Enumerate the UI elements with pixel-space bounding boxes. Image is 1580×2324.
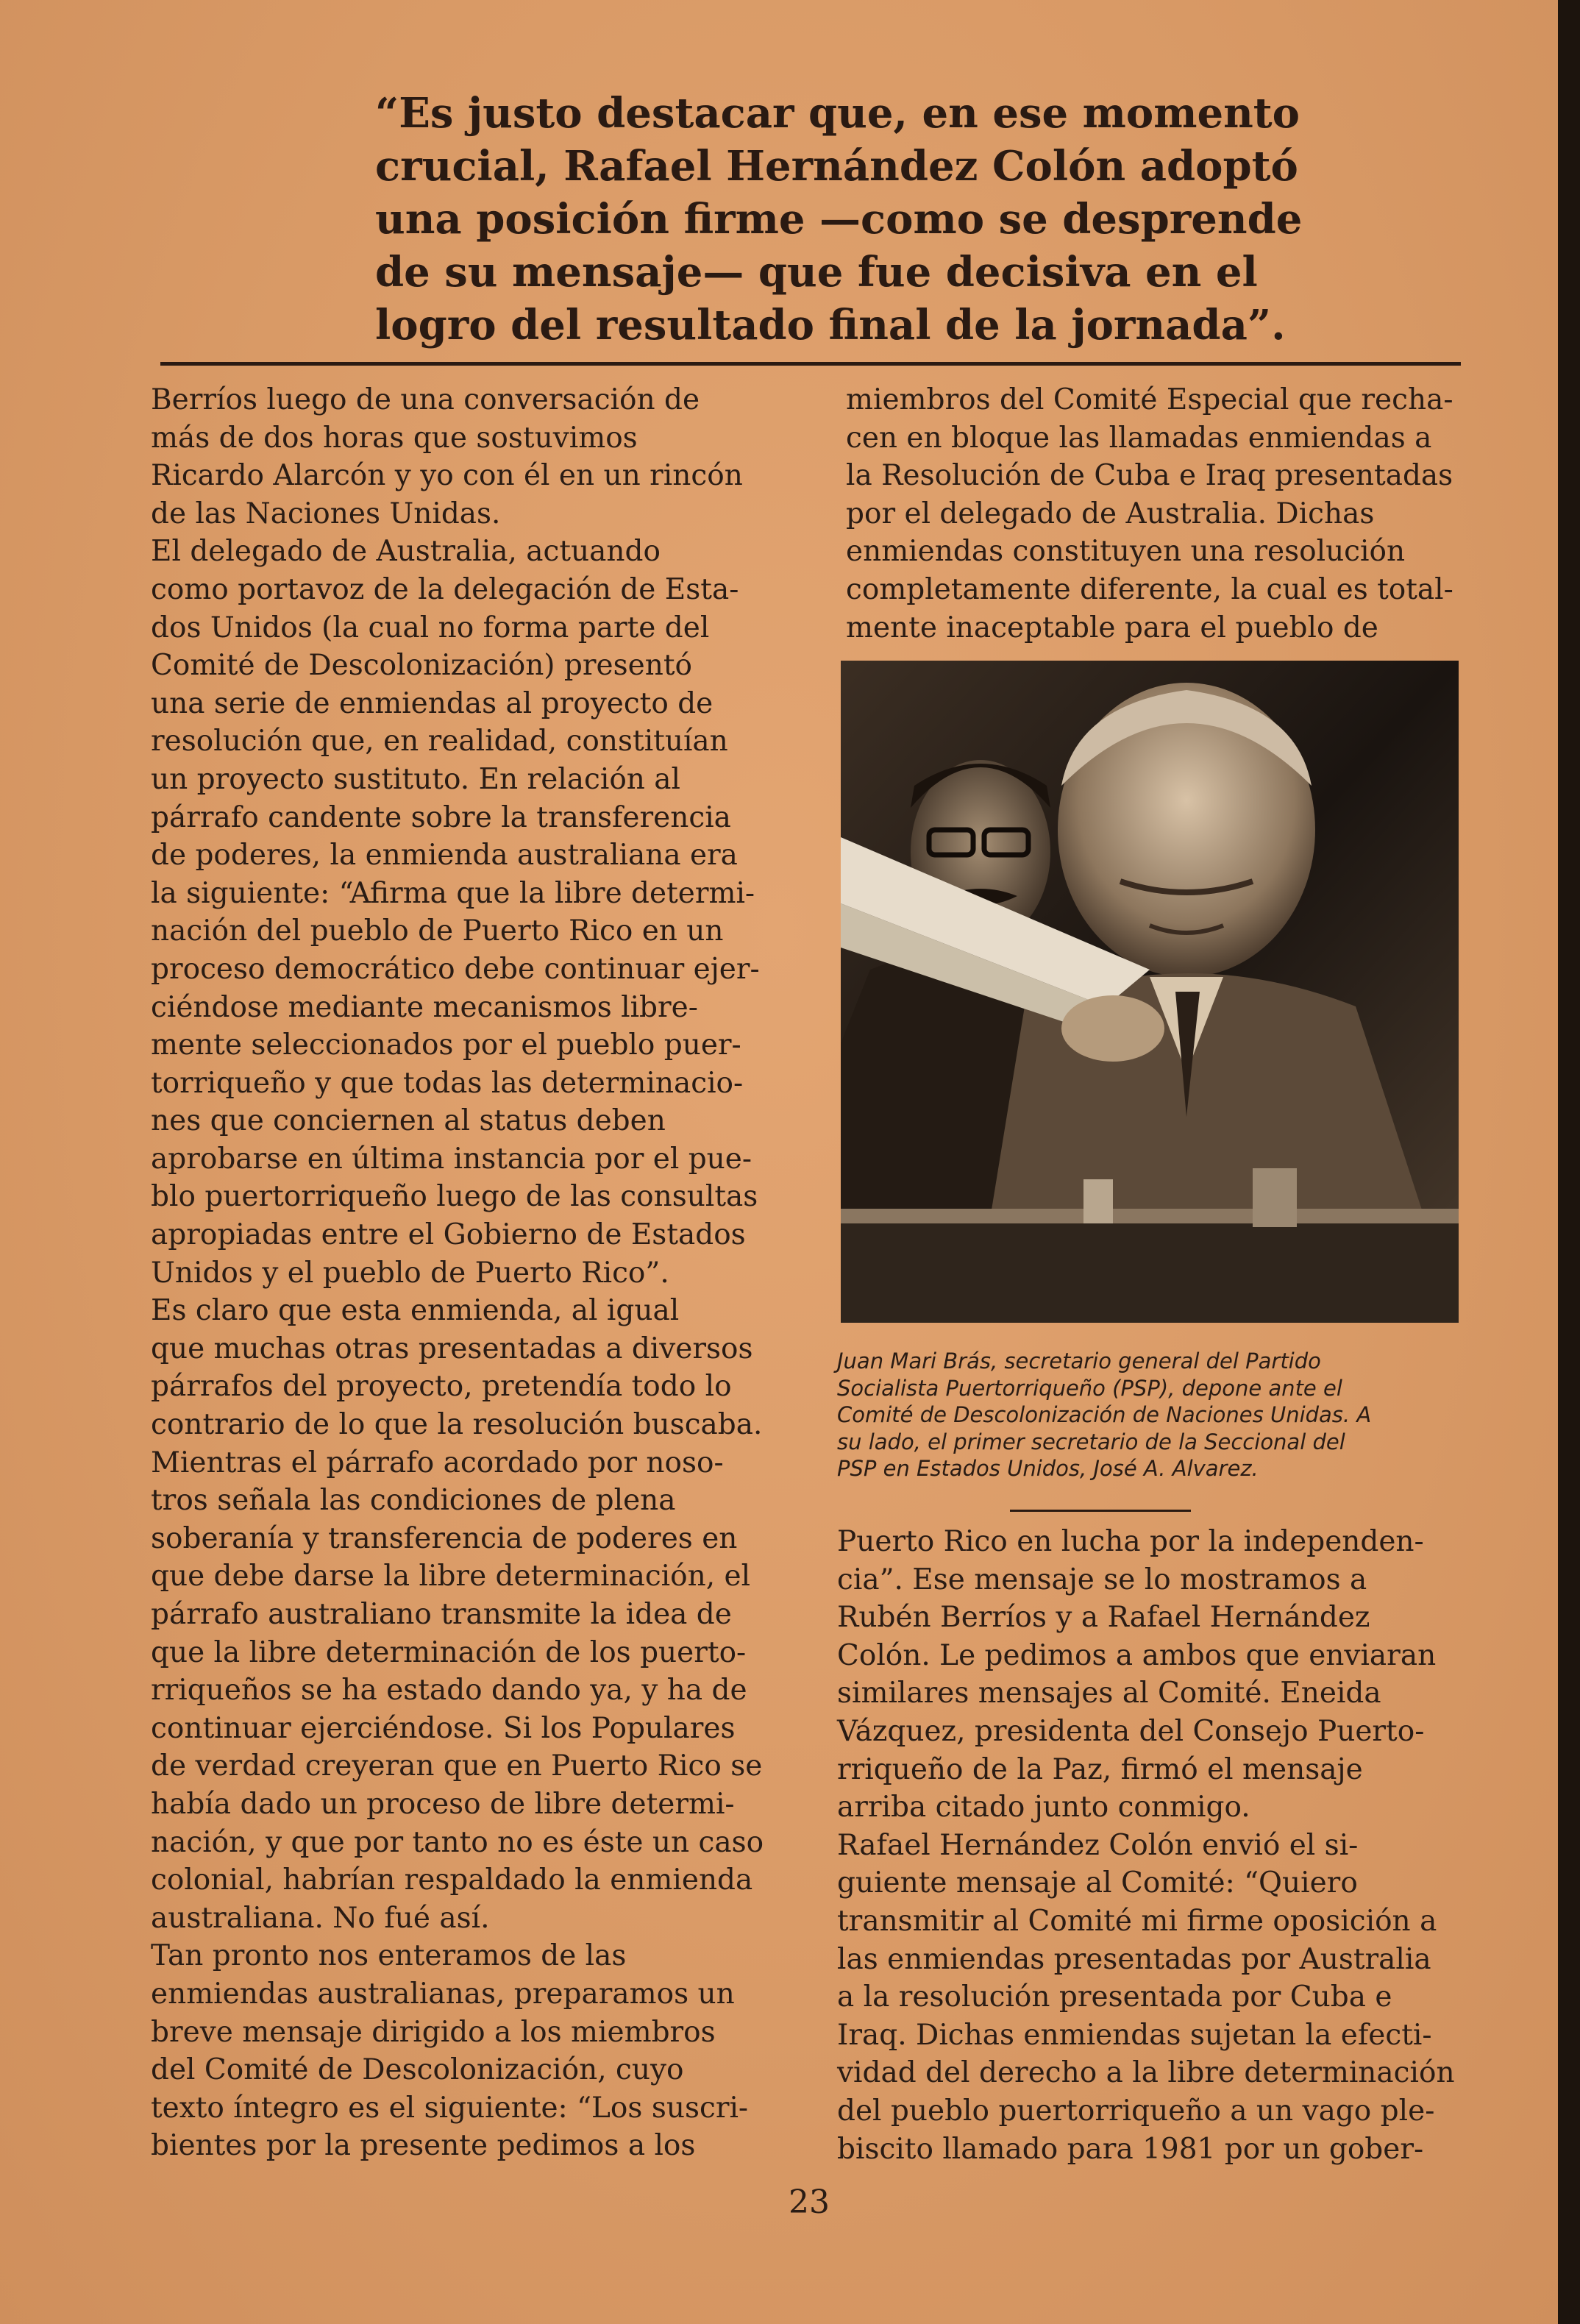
text-line: australiana. No fué así. — [151, 1901, 490, 1935]
text-line: guiente mensaje al Comité: “Quiero — [837, 1866, 1358, 1900]
text-line: apropiadas entre el Gobierno de Estados — [151, 1218, 746, 1252]
pull-quote-divider — [160, 362, 1461, 366]
right-column-bottom-text — [837, 1523, 1455, 2168]
text-line: breve mensaje dirigido a los miembros — [151, 2015, 716, 2049]
text-line: arriba citado junto conmigo. — [837, 1791, 1250, 1824]
text-line: por el delegado de Australia. Dichas — [846, 497, 1375, 530]
news-photo — [841, 661, 1459, 1323]
text-line: rriqueños se ha estado dando ya, y ha de — [151, 1674, 747, 1708]
text-line: párrafos del proyecto, pretendía todo lo — [151, 1370, 732, 1404]
text-line: bientes por la presente pedimos a los — [151, 2129, 696, 2163]
text-line: contrario de lo que la resolución buscaba. — [151, 1408, 763, 1442]
text-line: había dado un proceso de libre determi- — [151, 1787, 735, 1821]
pull-quote-line: de su mensaje— que fue decisiva en el — [375, 248, 1258, 296]
text-line: más de dos horas que sostuvimos — [151, 421, 638, 455]
text-line: un proyecto sustituto. En relación al — [151, 762, 681, 796]
caption-line: su lado, el primer secretario de la Seccional del — [837, 1429, 1345, 1454]
text-line: párrafo candente sobre la transferencia — [151, 800, 731, 834]
text-line: proceso democrático debe continuar ejer- — [151, 952, 760, 986]
text-line: párrafo australiano transmite la idea de — [151, 1598, 732, 1631]
right-column-top-text — [846, 381, 1456, 647]
text-line: Tan pronto nos enteramos de las — [151, 1939, 627, 1973]
pull-quote-line: “Es justo destacar que, en ese momento — [375, 89, 1300, 138]
photo-caption — [837, 1348, 1455, 1482]
text-line: tros señala las condiciones de plena — [151, 1484, 676, 1518]
caption-line: Socialista Puertorriqueño (PSP), depone ante el — [837, 1375, 1342, 1401]
text-line: del pueblo puertorriqueño a un vago ple- — [837, 2094, 1435, 2128]
text-line: similares mensajes al Comité. Eneida — [837, 1677, 1381, 1710]
text-line: blo puertorriqueño luego de las consultas — [151, 1180, 758, 1214]
text-line: dos Unidos (la cual no forma parte del — [151, 611, 710, 644]
text-line: Puerto Rico en lucha por la independen- — [837, 1525, 1424, 1558]
text-line: Ricardo Alarcón y yo con él en un rincón — [151, 459, 743, 493]
text-line: mente inaceptable para el pueblo de — [846, 611, 1378, 644]
text-line: nación, y que por tanto no es éste un caso — [151, 1825, 764, 1859]
text-line: Iraq. Dichas enmiendas sujetan la efecti- — [837, 2018, 1432, 2052]
text-line: cia”. Ese mensaje se lo mostramos a — [837, 1563, 1367, 1596]
text-line: que la libre determinación de los puerto- — [151, 1635, 747, 1669]
left-column-text — [151, 381, 769, 2165]
text-line: aprobarse en última instancia por el pue- — [151, 1142, 752, 1176]
text-line: Unidos y el pueblo de Puerto Rico”. — [151, 1256, 669, 1290]
text-line: miembros del Comité Especial que recha- — [846, 383, 1453, 416]
text-line: Rubén Berríos y a Rafael Hernández — [837, 1601, 1370, 1635]
pull-quote-line: crucial, Rafael Hernández Colón adoptó — [375, 142, 1298, 191]
text-line: una serie de enmiendas al proyecto de — [151, 686, 714, 720]
text-line: nación del pueblo de Puerto Rico en un — [151, 914, 724, 948]
text-line: soberanía y transferencia de poderes en — [151, 1521, 738, 1555]
text-line: vidad del derecho a la libre determinación — [837, 2056, 1455, 2090]
page-number: 23 — [789, 2183, 830, 2221]
text-line: enmiendas constituyen una resolución — [846, 535, 1406, 569]
text-line: de las Naciones Unidas. — [151, 497, 501, 530]
text-line: Comité de Descolonización) presentó — [151, 649, 692, 683]
text-line: biscito llamado para 1981 por un gober- — [837, 2132, 1424, 2166]
text-line: continuar ejerciéndose. Si los Populares — [151, 1711, 736, 1745]
text-line: torriqueño y que todas las determinacio- — [151, 1066, 744, 1100]
text-line: Mientras el párrafo acordado por noso- — [151, 1446, 724, 1479]
text-line: del Comité de Descolonización, cuyo — [151, 2053, 684, 2087]
text-line: Rafael Hernández Colón envió el si- — [837, 1828, 1359, 1862]
caption-line: PSP en Estados Unidos, José A. Alvarez. — [837, 1456, 1259, 1481]
page-edge-shadow — [1558, 0, 1580, 2324]
text-line: las enmiendas presentadas por Australia — [837, 1942, 1431, 1976]
text-line: El delegado de Australia, actuando — [151, 535, 661, 569]
text-line: texto íntegro es el siguiente: “Los suscri- — [151, 2091, 749, 2125]
pull-quote-line: una posición firme —como se desprende — [375, 195, 1303, 244]
text-line: la siguiente: “Afirma que la libre determi- — [151, 876, 755, 910]
text-line: transmitir al Comité mi firme oposición a — [837, 1904, 1437, 1938]
photo-illustration — [841, 661, 1459, 1323]
caption-line: Comité de Descolonización de Naciones Unidas. A — [837, 1402, 1372, 1427]
text-line: mente seleccionados por el pueblo puer- — [151, 1028, 741, 1062]
text-line: la Resolución de Cuba e Iraq presentadas — [846, 459, 1453, 493]
text-line: nes que conciernen al status deben — [151, 1104, 666, 1138]
text-line: Colón. Le pedimos a ambos que enviaran — [837, 1638, 1437, 1672]
text-line: cen en bloque las llamadas enmiendas a — [846, 421, 1432, 455]
text-line: resolución que, en realidad, constituían — [151, 725, 728, 758]
text-line: rriqueño de la Paz, firmó el mensaje — [837, 1752, 1363, 1786]
caption-divider — [1010, 1510, 1191, 1512]
text-line: Vázquez, presidenta del Consejo Puerto- — [837, 1714, 1425, 1748]
pull-quote — [375, 87, 1302, 352]
text-line: colonial, habrían respaldado la enmienda — [151, 1863, 753, 1897]
text-line: que debe darse la libre determinación, el — [151, 1560, 751, 1593]
text-line: de poderes, la enmienda australiana era — [151, 839, 738, 873]
text-line: de verdad creyeran que en Puerto Rico se — [151, 1749, 763, 1783]
pull-quote-line: logro del resultado final de la jornada”. — [375, 301, 1286, 349]
text-line: a la resolución presentada por Cuba e — [837, 1980, 1392, 2014]
caption-line: Juan Mari Brás, secretario general del Partido — [837, 1348, 1321, 1374]
text-line: Berríos luego de una conversación de — [151, 383, 700, 416]
text-line: que muchas otras presentadas a diversos — [151, 1332, 753, 1365]
text-line: ciéndose mediante mecanismos libre- — [151, 990, 698, 1024]
text-line: completamente diferente, la cual es total- — [846, 572, 1453, 606]
text-line: como portavoz de la delegación de Esta- — [151, 572, 739, 606]
text-line: enmiendas australianas, preparamos un — [151, 1977, 735, 2011]
text-line: Es claro que esta enmienda, al igual — [151, 1294, 680, 1328]
